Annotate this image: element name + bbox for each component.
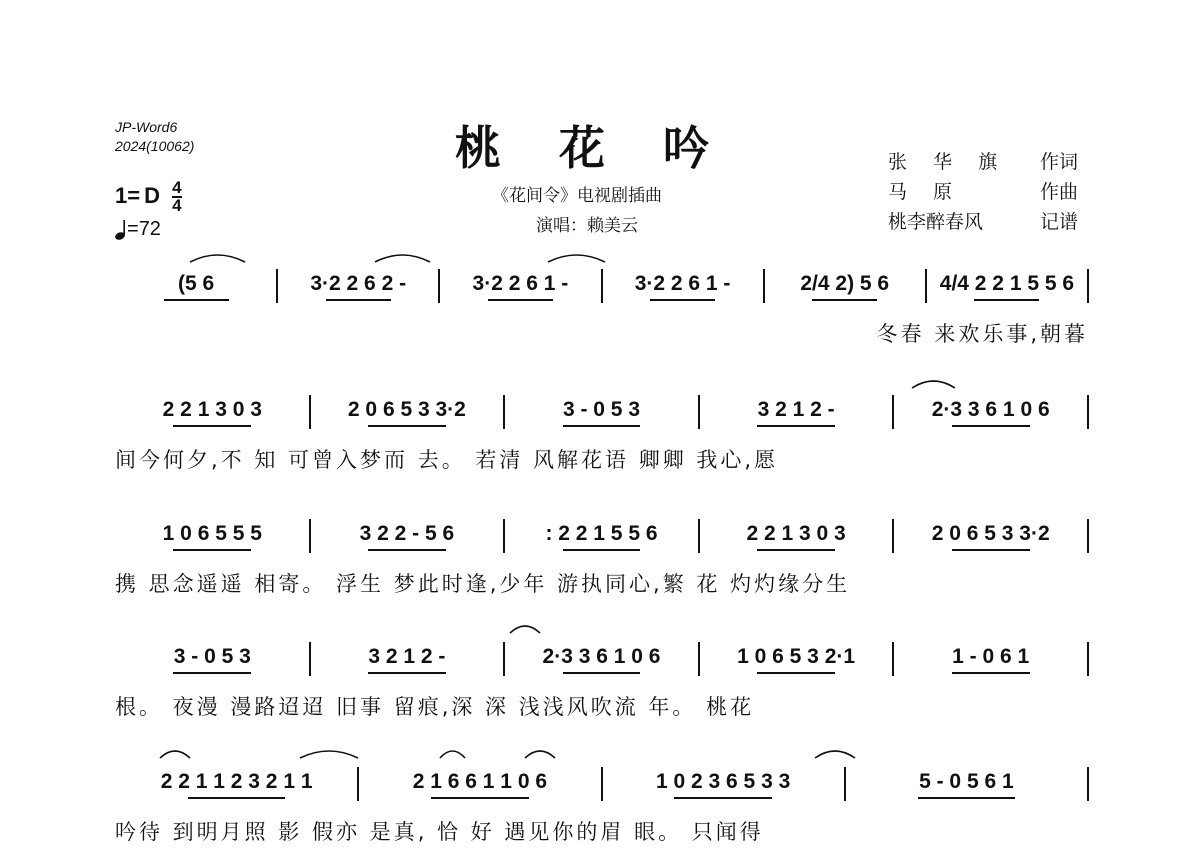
key-letter: D	[144, 182, 160, 208]
quarter-note-icon	[115, 219, 127, 241]
beam-line	[757, 672, 835, 674]
transcriber-name: 桃李醉春风	[888, 211, 984, 233]
bar-line	[503, 642, 505, 676]
beam-line	[431, 797, 528, 799]
bar-line	[309, 519, 311, 553]
slur-arc	[375, 255, 430, 262]
slur-arc	[190, 255, 245, 262]
lyricist-role: 作词	[1040, 151, 1079, 173]
beam-line	[674, 797, 771, 799]
bar-line	[925, 269, 927, 303]
bar-line	[698, 395, 700, 429]
song-title: 桃花吟	[455, 121, 767, 175]
bar-line	[892, 395, 894, 429]
slur-arc	[440, 751, 465, 758]
beam-line	[488, 299, 553, 301]
beam-line	[952, 425, 1030, 427]
beam-line	[563, 425, 641, 427]
music-measure: 1 0 2 3 6 5 3 3	[655, 770, 791, 793]
music-measure: 3·2 2 6 1 -	[634, 272, 731, 295]
music-measure: 2 0 6 5 3 3·2	[347, 398, 466, 421]
meter-top: 4	[172, 178, 182, 197]
key-tonic: 1	[115, 182, 128, 208]
lyrics-line: 间今何夕,不 知 可曾入梦而 去。 若清 风解花语 卿卿 我心,愿	[115, 448, 779, 472]
music-measure: 2 1 6 6 1 1 0 6	[412, 770, 548, 793]
bar-line	[357, 767, 359, 801]
music-measure: 2 2 1 1 2 3 2 1 1	[160, 770, 313, 793]
beam-line	[173, 549, 251, 551]
bar-line	[503, 395, 505, 429]
bar-line	[1087, 642, 1089, 676]
beam-line	[188, 797, 285, 799]
beam-line	[918, 797, 1015, 799]
lyricist-name: 张 华 旗	[888, 151, 1008, 173]
composer-role: 作曲	[1040, 181, 1079, 203]
beam-line	[650, 299, 715, 301]
beam-line	[368, 549, 446, 551]
slur-arc	[912, 381, 955, 388]
tempo-marking: =72	[115, 218, 161, 241]
bar-line	[309, 395, 311, 429]
software-label: JP-Word6	[115, 119, 178, 135]
slur-arc	[815, 751, 855, 758]
key-signature: 1= D $\frac{4}{4}$	[115, 178, 182, 215]
music-measure: 2·3 3 6 1 0 6	[931, 398, 1050, 421]
slur-arc	[548, 255, 605, 262]
bar-line	[892, 519, 894, 553]
music-measure: 3 - 0 5 3	[562, 398, 641, 421]
music-measure: 3 2 1 2 -	[368, 645, 446, 668]
slur-arc	[160, 751, 190, 758]
beam-line	[173, 672, 251, 674]
beam-line	[757, 425, 835, 427]
beam-line	[173, 425, 251, 427]
lyrics-line: 冬春 来欢乐事,朝暮	[876, 322, 1088, 346]
score-code: 2024(10062)	[115, 138, 195, 154]
music-measure: : 2 2 1 5 5 6	[545, 522, 658, 545]
bar-line	[601, 269, 603, 303]
music-measure: 2 2 1 3 0 3	[746, 522, 846, 545]
slur-arc	[525, 751, 555, 758]
bar-line	[1087, 519, 1089, 553]
lyrics-line: 携 思念遥遥 相寄。 浮生 梦此时逢,少年 游执同心,繁 花 灼灼缘分生	[115, 572, 851, 596]
music-measure: 3 - 0 5 3	[173, 645, 251, 668]
beam-line	[812, 299, 877, 301]
bar-line	[438, 269, 440, 303]
music-measure: 2·3 3 6 1 0 6	[542, 645, 661, 668]
music-measure: 5 - 0 5 6 1	[919, 770, 1014, 793]
beam-line	[368, 672, 446, 674]
beam-line	[974, 299, 1039, 301]
composer-name: 马 原	[888, 181, 963, 203]
beam-line	[563, 672, 641, 674]
music-measure: 1 0 6 5 5 5	[162, 522, 262, 545]
meter-bottom: 4	[172, 196, 182, 215]
bar-line	[844, 767, 846, 801]
beam-line	[757, 549, 835, 551]
slur-arc	[300, 751, 358, 758]
bar-line	[1087, 395, 1089, 429]
song-subtitle: 《花间令》电视剧插曲	[492, 186, 662, 206]
beam-line	[326, 299, 391, 301]
bar-line	[698, 642, 700, 676]
tempo-value: 72	[138, 218, 161, 240]
bar-line	[601, 767, 603, 801]
music-measure: 3·2 2 6 1 -	[472, 272, 569, 295]
beam-line	[368, 425, 446, 427]
bar-line	[309, 642, 311, 676]
transcriber-role: 记谱	[1040, 211, 1079, 233]
music-measure: 3·2 2 6 2 -	[310, 272, 407, 295]
music-measure: 3 2 1 2 -	[757, 398, 835, 421]
bar-line	[698, 519, 700, 553]
lyrics-line: 根。 夜漫 漫路迢迢 旧事 留痕,深 深 浅浅风吹流 年。 桃花	[115, 695, 755, 719]
time-signature	[172, 180, 181, 214]
bar-line	[1087, 269, 1089, 303]
music-measure: 2 2 1 3 0 3	[162, 398, 262, 421]
bar-line	[763, 269, 765, 303]
music-measure: 2/4 2) 5 6	[800, 272, 890, 295]
beam-line	[563, 549, 641, 551]
beam-line	[952, 672, 1030, 674]
bar-line	[892, 642, 894, 676]
bar-line	[1087, 767, 1089, 801]
music-measure: 1 0 6 5 3 2·1	[737, 645, 856, 668]
bar-line	[503, 519, 505, 553]
music-measure: 4/4 2 2 1 5 5 6	[939, 272, 1075, 295]
beam-line	[952, 549, 1030, 551]
music-measure: 3 2 2 - 5 6	[359, 522, 455, 545]
singer-credit: 演唱：赖美云	[536, 216, 638, 236]
music-measure: 2 0 6 5 3 3·2	[931, 522, 1050, 545]
lyrics-line: 吟待 到明月照 影 假亦 是真, 恰 好 遇见你的眉 眼。 只闻得	[115, 820, 764, 844]
music-measure: 1 - 0 6 1	[952, 645, 1030, 668]
music-measure: (5 6	[177, 272, 215, 295]
beam-line	[164, 299, 229, 301]
bar-line	[276, 269, 278, 303]
slur-arc	[510, 626, 540, 633]
